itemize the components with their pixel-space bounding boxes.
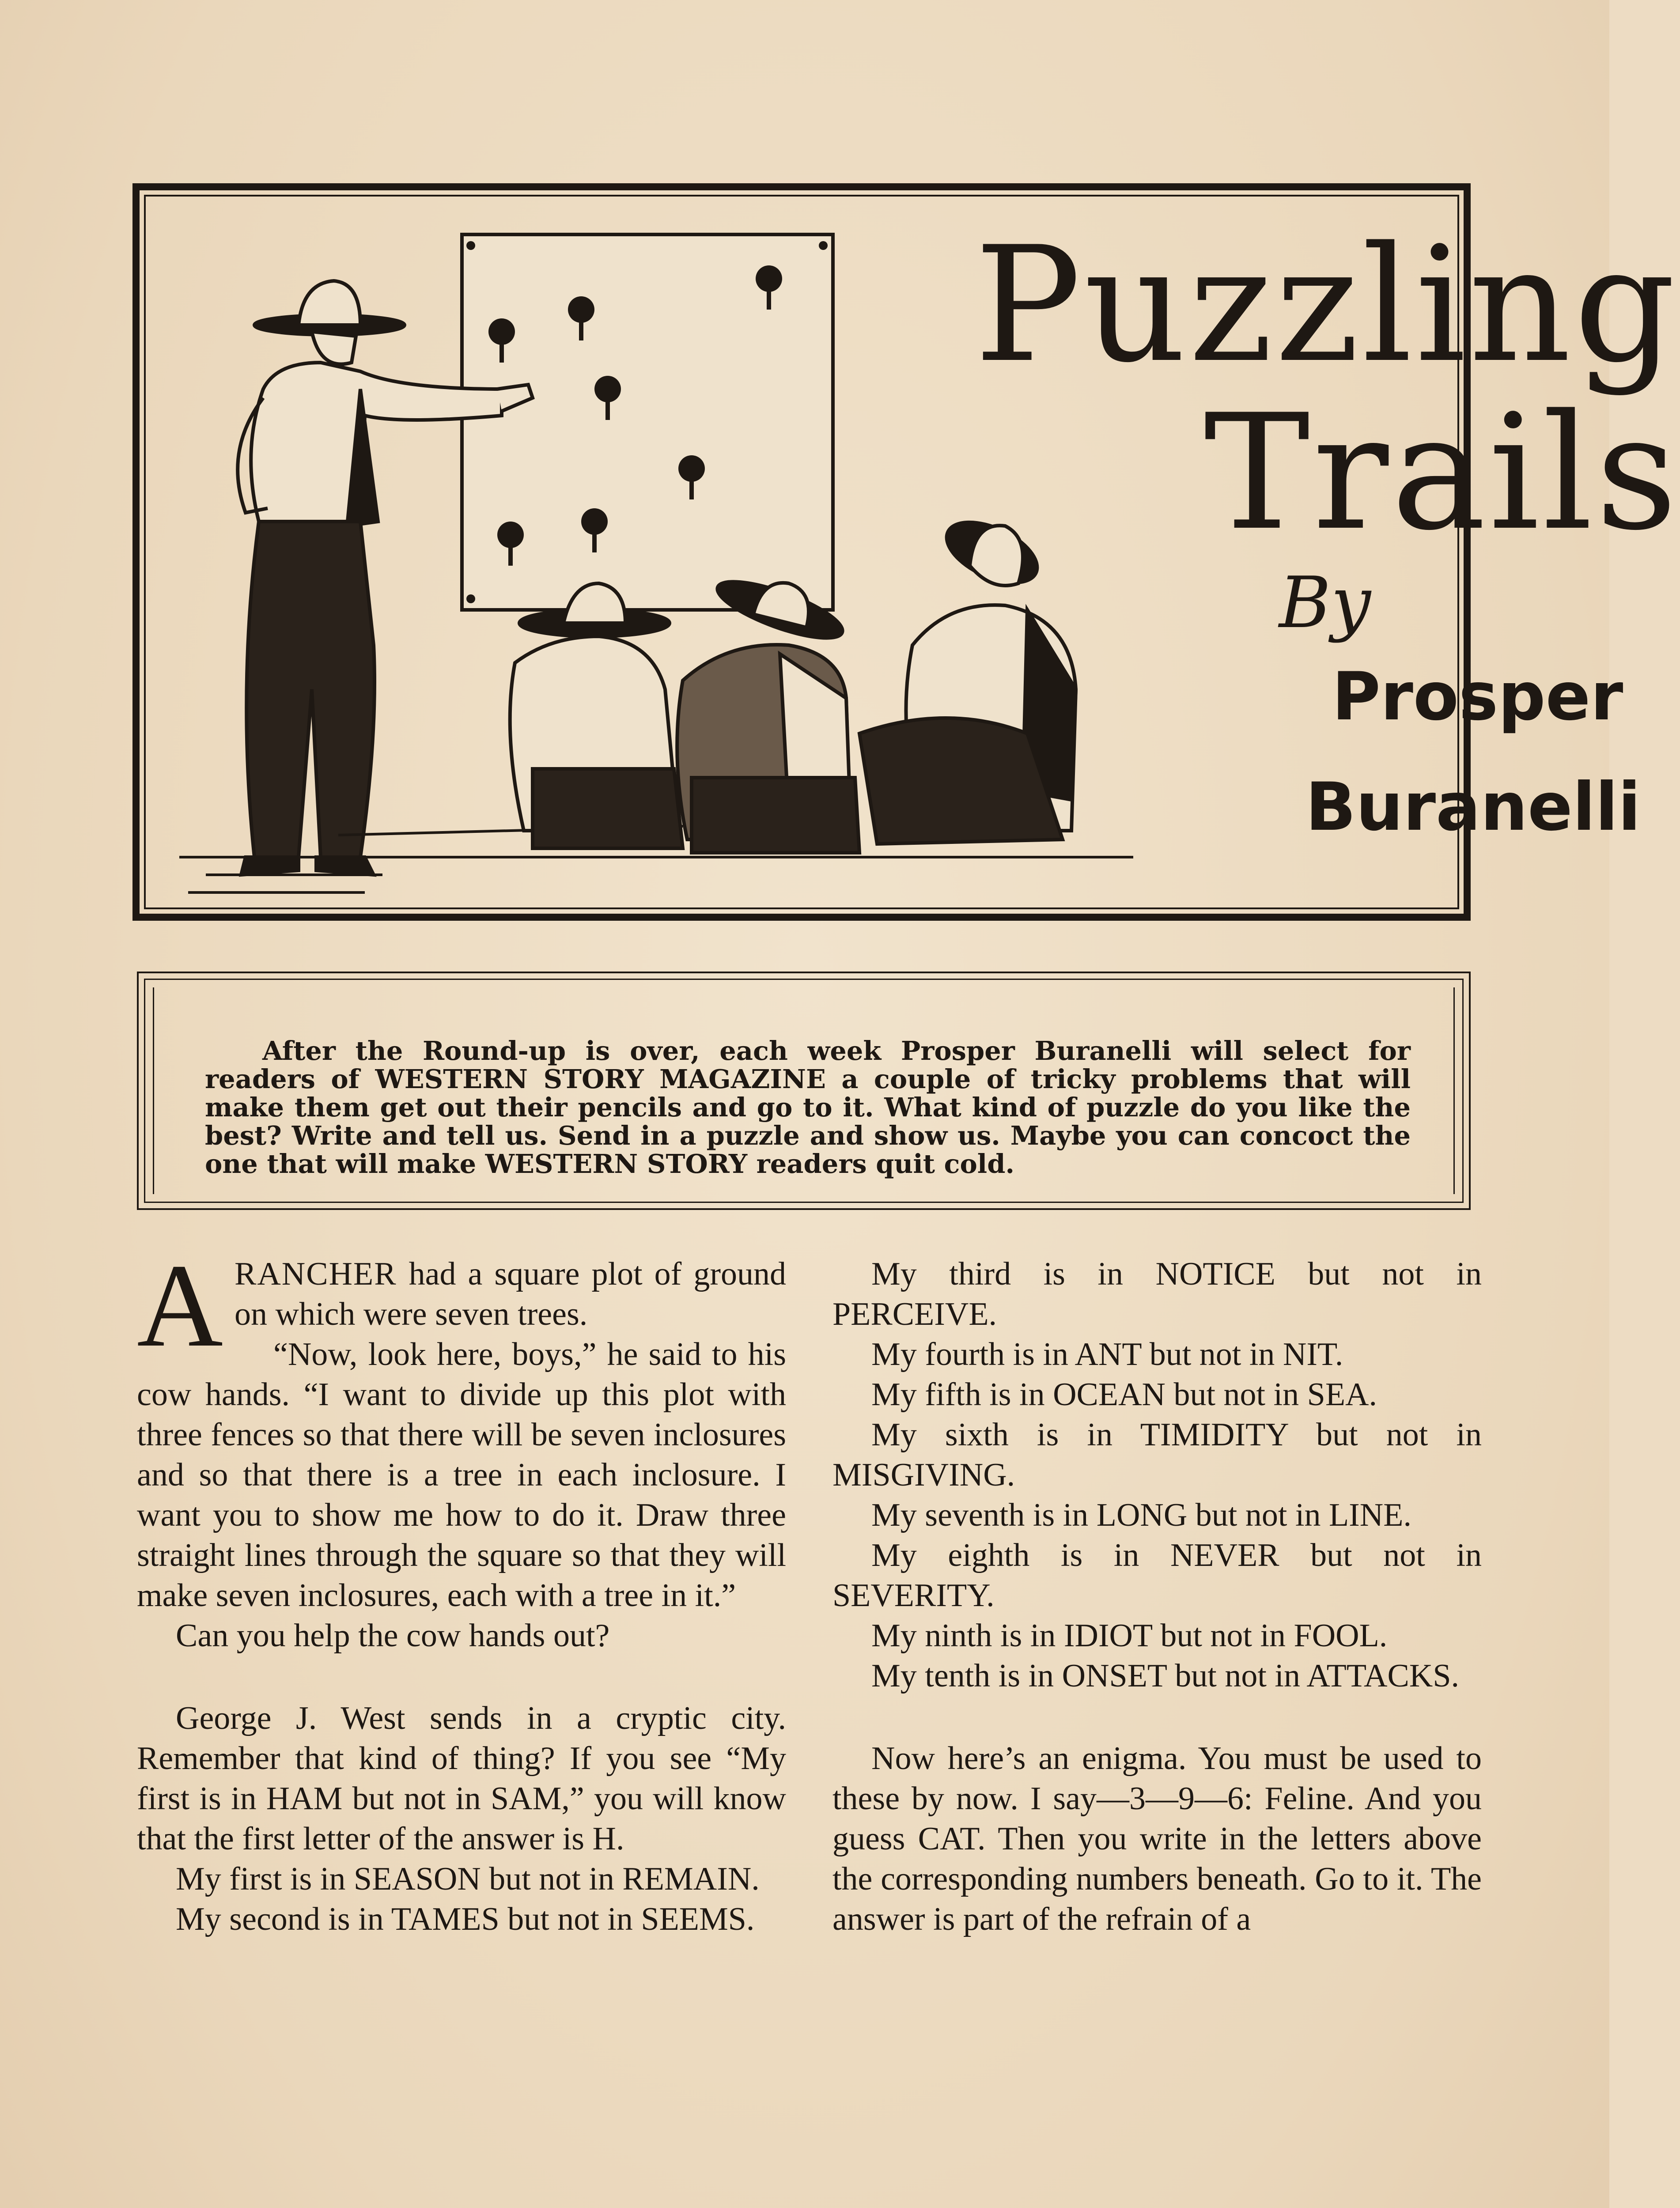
page-title-line-1: Puzzling [974, 212, 1678, 397]
cryptic-city-intro: George J. West sends in a cryptic city. Remember that kind of thing? If you see “My first is in HAM but not in SAM,” you will know that the first letter of the answer is H. [137, 1700, 786, 1857]
clue-sixth: My sixth is in TIMIDITY but not in MISGIVING. [832, 1417, 1482, 1493]
author-first-name: Prosper [1332, 658, 1623, 735]
header-illustration-frame [132, 183, 1680, 921]
byline-by: By [1279, 561, 1371, 644]
rancher-paragraph-text: had a square plot of ground on which were seven trees. [235, 1256, 786, 1332]
author-last-name: Buranelli [1305, 769, 1641, 846]
floor-lines [179, 826, 1133, 892]
fence-puzzle-paragraph: “Now, look here, boys,” he said to his cow hands. “I want to divide up this plot with three fences so that there will be seven inclosures and so that there is a tree in each inclosure. I want you to show me how to do it. Draw three straight lines through the square so that they will make seven inclosures, each with a tree in it.” [137, 1336, 786, 1614]
drop-cap: A [137, 1240, 223, 1372]
clue-seventh: My seventh is in LONG but not in LINE. [871, 1497, 1411, 1533]
intro-note-frame [137, 972, 1471, 1210]
help-question-paragraph: Can you help the cow hands out? [176, 1618, 610, 1654]
seated-cowboy-3 [859, 510, 1076, 844]
lead-word: RANCHER [235, 1256, 397, 1292]
page-title-line-2: Trails [1204, 380, 1680, 565]
clue-eighth: My eighth is in NEVER but not in SEVERITY. [832, 1537, 1482, 1614]
intro-note-text: After the Round-up is over, each week Prosper Buranelli will select for readers of WESTERN STORY MAGAZINE a couple of tricky problems that will make them get out their pencils and go to it. What kind of puzzle do you like the best? Write and tell us. Send in a puzzle and show us. Maybe you can concoct the one that will make WESTERN STORY readers quit cold. [205, 1036, 1411, 1179]
seated-cowboy-1 [510, 583, 683, 848]
left-column [137, 1240, 786, 1940]
right-column [832, 1254, 1482, 1940]
seated-cowboy-2 [677, 571, 859, 853]
clue-third: My third is in NOTICE but not in PERCEIVE. [832, 1256, 1482, 1332]
clue-fourth: My fourth is in ANT but not in NIT. [871, 1336, 1343, 1372]
rancher-paragraph [137, 1240, 786, 1372]
clue-ninth: My ninth is in IDIOT but not in FOOL. [871, 1618, 1388, 1654]
clue-second: My second is in TAMES but not in SEEMS. [176, 1901, 755, 1937]
cowboys-at-board-illustration [153, 204, 1169, 910]
clue-first: My first is in SEASON but not in REMAIN. [176, 1861, 760, 1897]
enigma-paragraph: Now here’s an enigma. You must be used to these by now. I say—3—9—6: Feline. And you guess CAT. Then you write in the letters above the corresponding numbers beneath. Go to it. The answer is part of the refrain of a [832, 1740, 1482, 1937]
puzzle-board [462, 234, 833, 610]
clue-tenth: My tenth is in ONSET but not in ATTACKS. [871, 1658, 1459, 1694]
clue-fifth: My fifth is in OCEAN but not in SEA. [871, 1376, 1377, 1413]
standing-cowboy [238, 281, 533, 875]
title-block [829, 208, 1680, 906]
tree-icons [488, 265, 782, 566]
